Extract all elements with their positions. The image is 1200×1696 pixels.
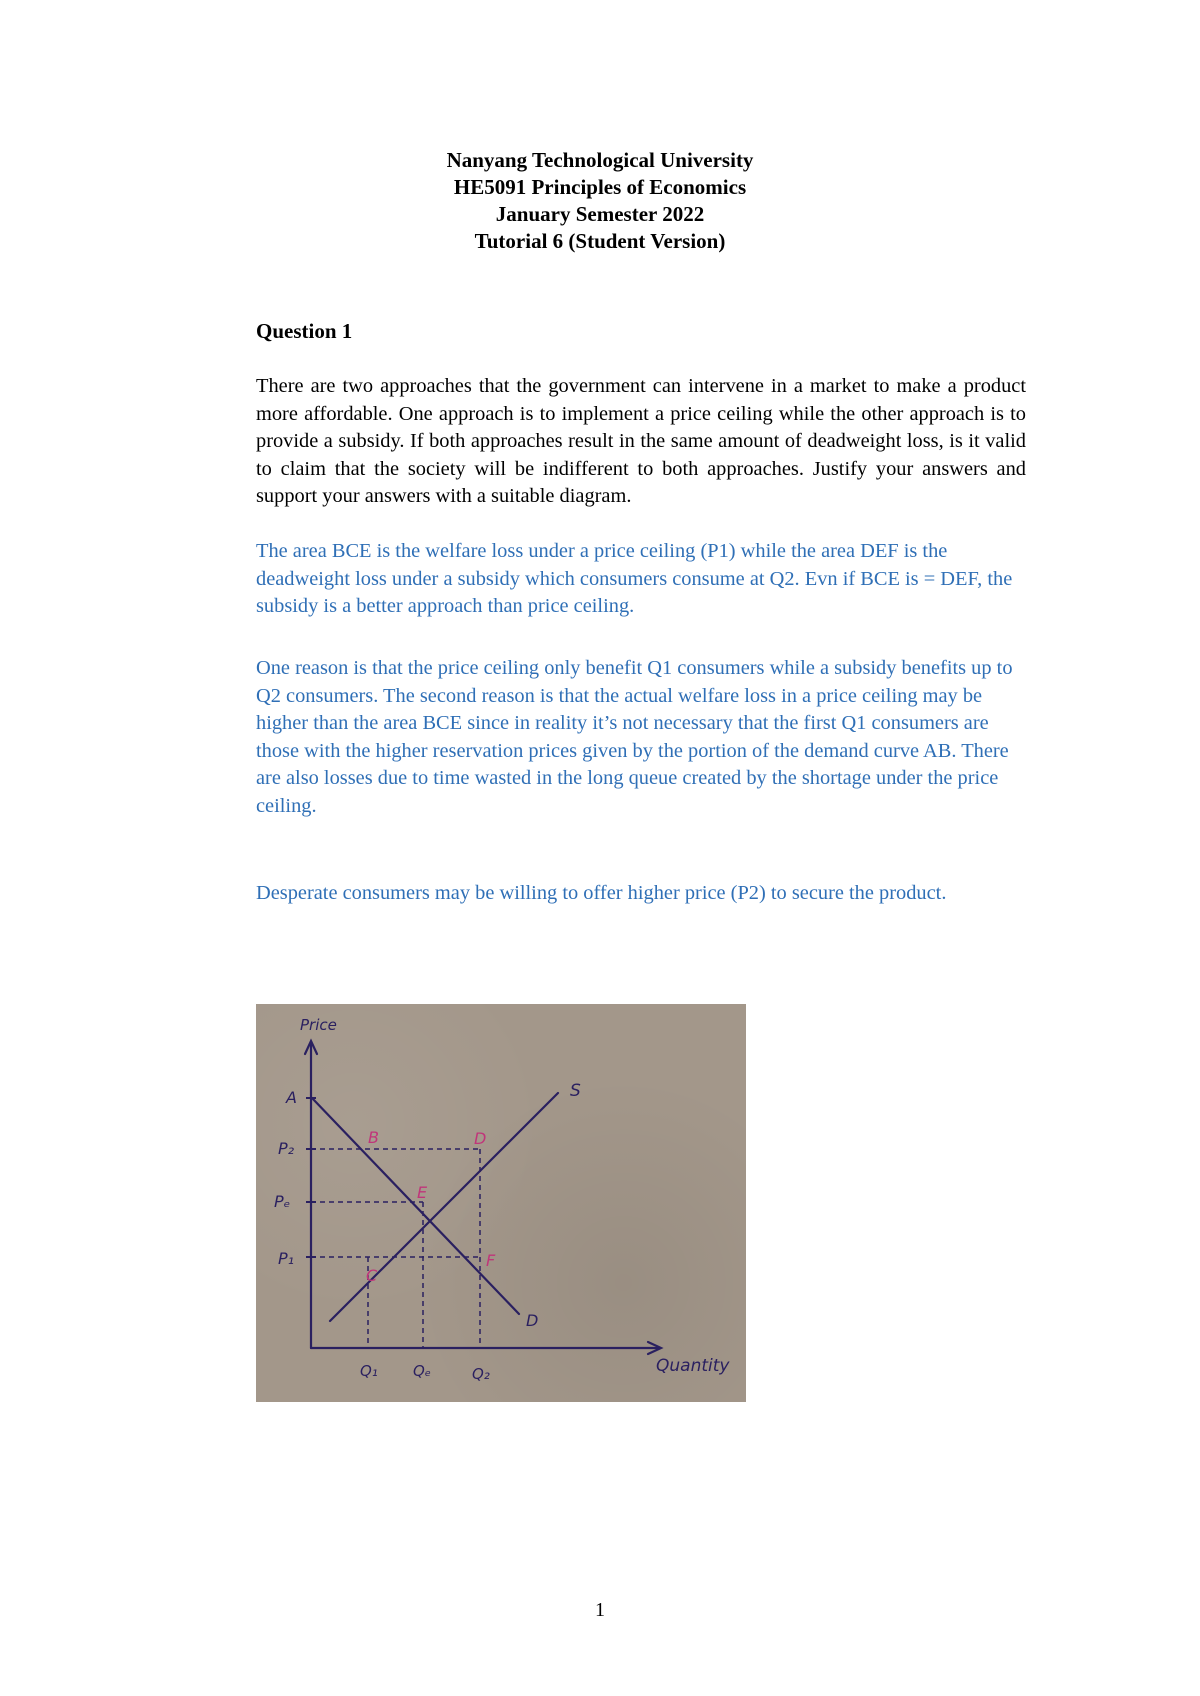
answer-paragraph-1: The area BCE is the welfare loss under a price ceiling (P1) while the area DEF is the deadweight loss under a subsidy which consumers consume at Q2. Evn if BCE is = DEF, the subsidy is a better approach than price ceiling. — [256, 540, 1013, 618]
tutorial-title: Tutorial 6 (Student Version) — [474, 229, 726, 253]
quantity-label-q2: Q₂ — [472, 1365, 490, 1383]
supply-curve — [330, 1093, 558, 1321]
course-title: HE5091 Principles of Economics — [453, 175, 747, 199]
question-text: There are two approaches that the government can intervene in a market to make a product more affordable. One approach is to implement a price ceiling while the other approach is to provide a subsidy. If both approaches result in the same amount of deadweight loss, is it valid to claim that the society will be indifferent to both approaches. Justify your answers and support your answers with a suitable diagram. — [256, 375, 1026, 508]
quantity-axis-label: Quantity — [656, 1356, 730, 1376]
quantity-label-q1: Q₁ — [360, 1362, 378, 1380]
supply-curve-label: S — [570, 1081, 581, 1101]
price-axis-label: Price — [300, 1016, 337, 1034]
answer-paragraph-2: One reason is that the price ceiling only benefit Q1 consumers while a subsidy benefits up to Q2 consumers. The second reason is that the actual welfare loss in a price ceiling may be higher than the area BCE since in reality it’s not necessary that the first Q1 consumers are those with the higher reservation prices given by the portion of the demand curve AB. There are also losses due to time wasted in the long queue created by the shortage under the price ceiling. — [256, 657, 1013, 817]
point-label-b: B — [368, 1128, 379, 1147]
point-label-e: E — [417, 1183, 428, 1202]
question-title: Question 1 — [256, 319, 353, 343]
price-label-p2: P₂ — [278, 1139, 295, 1158]
diagram-svg — [256, 1004, 746, 1402]
point-label-c: C — [366, 1266, 378, 1285]
answer-paragraph-3-block — [256, 880, 1026, 908]
price-label-a: A — [286, 1088, 297, 1107]
page-number: 1 — [595, 1599, 605, 1621]
semester-label: January Semester 2022 — [495, 202, 705, 226]
answer-paragraph-3: Desperate consumers may be willing to offer higher price (P2) to secure the product. — [256, 882, 947, 904]
point-label-f: F — [486, 1251, 496, 1270]
quantity-label-qe: Qₑ — [413, 1362, 432, 1380]
demand-curve — [312, 1098, 519, 1314]
price-label-pe: Pₑ — [274, 1192, 291, 1211]
answer-paragraph-2-block — [256, 655, 1026, 821]
demand-curve-label: D — [526, 1311, 539, 1330]
point-label-d: D — [474, 1129, 487, 1148]
answer-paragraph-1-block — [256, 538, 1026, 621]
institution-name: Nanyang Technological University — [446, 148, 754, 172]
question-text-block — [256, 373, 1026, 511]
price-label-p1: P₁ — [278, 1249, 295, 1268]
document-header — [0, 147, 1200, 255]
supply-demand-diagram — [256, 1004, 746, 1402]
